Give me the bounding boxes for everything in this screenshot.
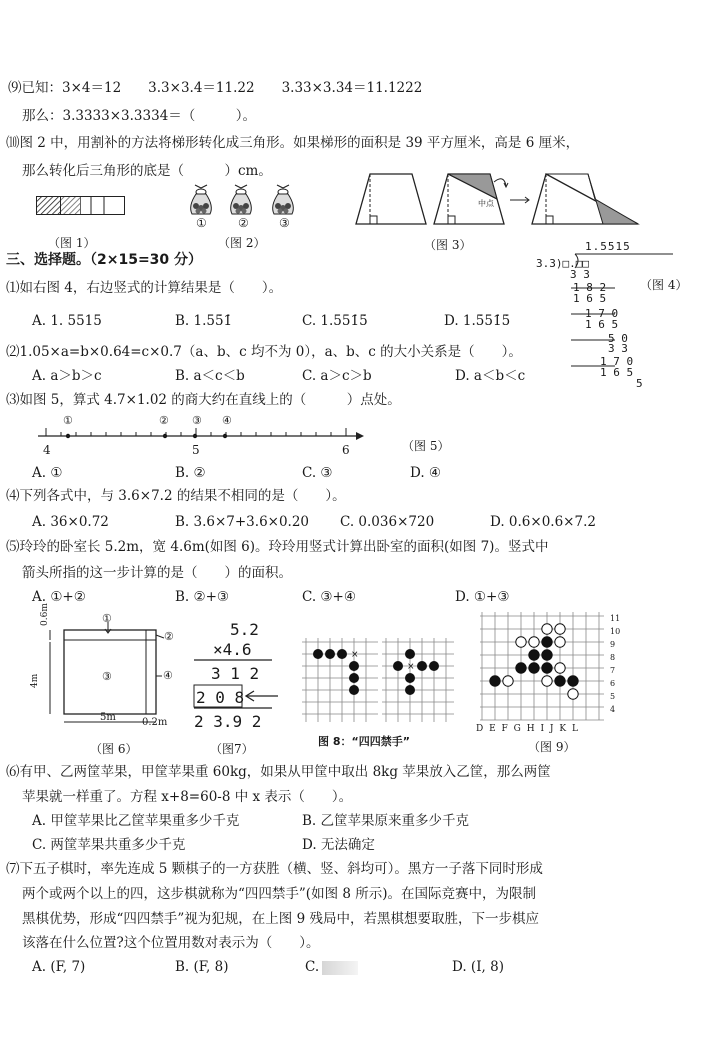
q3-option-c[interactable]: C. ③: [302, 465, 333, 481]
white-stone: [542, 624, 552, 634]
fig4-step-10: 5: [636, 377, 643, 390]
fig9-y-label: 11: [610, 614, 621, 623]
fig9-y-label: 5: [610, 692, 616, 701]
bag-mark-2: ②: [238, 216, 249, 230]
q9-line1: ⑼已知：3×4＝12 3.3×3.4＝11.22 3.33×3.34＝11.1222: [8, 80, 423, 96]
q6-line1: ⑹有甲、乙两筐苹果，甲筐苹果重 60kg，如果从甲筐中取出 8kg 苹果放入乙筐，那么两筐: [6, 764, 551, 780]
figure-3-midpoint-label: 中点: [478, 199, 494, 208]
q6-option-b[interactable]: B. 乙筐苹果原来重多少千克: [302, 813, 470, 829]
q4-option-b[interactable]: B. 3.6×7+3.6×0.20: [175, 514, 310, 530]
q2-option-b[interactable]: B. a＜c＜b: [175, 368, 245, 384]
q3-option-b[interactable]: B. ②: [175, 465, 206, 481]
q7-option-b[interactable]: B. (F, 8): [175, 959, 229, 975]
svg-text:×: ×: [407, 662, 415, 672]
fig9-x-label: L: [572, 724, 580, 734]
fig7-row-2: ×4.6: [213, 640, 252, 659]
figure-5-number-line: [38, 412, 378, 452]
black-stone: [542, 663, 552, 673]
q2-stem: ⑵1.05×a=b×0.64=c×0.7（a、b、c 均不为 0），a、b、c 的大小关系是（ ）。: [6, 344, 522, 360]
q1-stem: ⑴如右图 4，右边竖式的计算结果是（ ）。: [6, 280, 283, 296]
fig6-label-2: ②: [164, 630, 174, 643]
q5-line2: 箭头所指的这一步计算的是（ ）的面积。: [22, 565, 292, 581]
fig4-step-5: 1 6 5: [585, 318, 619, 331]
fig4-step-2: 1 8 2: [573, 281, 607, 294]
fig9-x-label: G: [513, 724, 523, 734]
fig4-step-8: 1 7 0: [600, 355, 634, 368]
white-stone: [542, 676, 552, 686]
fig9-x-label: E: [489, 724, 498, 734]
fig9-y-labels: [610, 612, 620, 716]
q7-option-a[interactable]: A. (F, 7): [32, 959, 86, 975]
figure-9-caption: （图 9）: [528, 740, 576, 754]
white-stone: [555, 663, 565, 673]
q1-option-a[interactable]: A. 1. 5515: [32, 313, 102, 329]
q2-option-c[interactable]: C. a＞c＞b: [302, 368, 372, 384]
q4-option-a[interactable]: A. 36×0.72: [32, 514, 109, 530]
white-stone: [568, 689, 578, 699]
white-stone: [503, 676, 513, 686]
fig6-height-label: 4m: [30, 673, 40, 688]
fig9-y-label: 6: [610, 679, 616, 688]
q7-line1: ⑺下五子棋时，率先连成 5 颗棋子的一方获胜（横、竖、斜均可）。黑方一子落下同时形成: [6, 861, 543, 877]
fig6-length-label: 5m: [100, 712, 116, 723]
svg-text:×: ×: [351, 650, 359, 660]
fig6-width-label: 0.6m: [40, 603, 50, 626]
black-stone: [490, 676, 500, 686]
q3-point-mark-2: ②: [159, 414, 169, 427]
q3-option-d[interactable]: D. ④: [410, 465, 442, 481]
fig4-quotient: 1.5515: [585, 240, 631, 253]
black-stone: [542, 650, 552, 660]
black-stone: [555, 676, 565, 686]
q7-line3: 黑棋优势，形成“四四禁手”视为犯规，在上图 9 残局中，若黑棋想要取胜，下一步棋应: [22, 911, 539, 927]
figure-7-caption: （图7）: [210, 742, 254, 756]
fig4-step-9: 1 6 5: [600, 366, 634, 379]
fig6-label-1: ①: [102, 612, 112, 625]
q5-option-b[interactable]: B. ②+③: [175, 589, 230, 605]
figure-2-caption: （图 2）: [218, 236, 266, 250]
fig9-x-label: H: [526, 724, 537, 734]
q5-line1: ⑸玲玲的卧室长 5.2m，宽 4.6m(如图 6)。玲玲用竖式计算出卧室的面积(如图 7)。竖式中: [6, 539, 549, 555]
q5-option-a[interactable]: A. ①+②: [32, 589, 86, 605]
fig9-y-label: 9: [610, 640, 616, 649]
fig9-x-label: J: [549, 724, 556, 734]
q3-point-mark-4: ④: [222, 414, 232, 427]
number-line-ticks: [46, 428, 346, 438]
figure-9-board: [480, 612, 608, 724]
fig4-divisor-dividend: 3.3)□.□□: [536, 257, 589, 270]
q7-line4: 该落在什么位置?这个位置用数对表示为（ ）。: [22, 935, 320, 951]
q6-option-c[interactable]: C. 两筐苹果共重多少千克: [32, 837, 186, 853]
q4-stem: ⑷下列各式中，与 3.6×7.2 的结果不相同的是（ ）。: [6, 488, 346, 504]
fig9-x-label: D: [476, 724, 485, 734]
q2-option-d[interactable]: D. a＜b＜c: [455, 368, 526, 384]
fig7-row-5: 2 3.9 2: [194, 712, 262, 731]
q6-line2: 苹果就一样重了。方程 x+8=60-8 中 x 表示（ ）。: [22, 789, 353, 805]
q5-option-c[interactable]: C. ③+④: [302, 589, 356, 605]
black-stone: [529, 663, 539, 673]
q10-line2: 那么转化后三角形的底是（ ）cm。: [22, 163, 272, 179]
fig7-row-4: 2 0 8: [196, 688, 245, 707]
figure-1: [36, 196, 126, 216]
q1-option-d[interactable]: D. 1.5̇51̇5̇: [444, 313, 511, 329]
q2-option-a[interactable]: A. a＞b＞c: [32, 368, 102, 384]
q7-option-c[interactable]: C.: [305, 959, 320, 975]
black-stone: [568, 676, 578, 686]
bag-mark-3: ③: [279, 216, 290, 230]
axis-label-4: 4: [43, 443, 51, 457]
black-stone: [516, 663, 526, 673]
q5-option-d[interactable]: D. ①+③: [455, 589, 510, 605]
fig6-label-3: ③: [102, 670, 112, 683]
q10-line1: ⑽图 2 中，用割补的方法将梯形转化成三角形。如果梯形的面积是 39 平方厘米，高是 6 厘米，: [6, 135, 580, 151]
figure-3: [354, 170, 644, 230]
fig4-step-4: 1 7 0: [585, 307, 619, 320]
bag-mark-1: ①: [196, 216, 207, 230]
white-stone: [516, 637, 526, 647]
white-stone: [529, 637, 539, 647]
fig4-step-1: 3 3: [570, 268, 590, 281]
figure-6-caption: （图 6）: [90, 742, 138, 756]
white-stone: [555, 637, 565, 647]
figure-8-caption: 图 8：“四四禁手”: [318, 735, 410, 748]
fig9-y-label: 7: [610, 666, 616, 675]
q4-option-d[interactable]: D. 0.6×0.6×7.2: [490, 514, 596, 530]
fig6-width2-label: 0.2m: [142, 717, 168, 728]
fig9-x-labels: [476, 724, 580, 735]
axis-label-5: 5: [192, 443, 200, 457]
figure-4-caption: （图 4）: [640, 278, 688, 292]
fig9-y-label: 10: [610, 627, 621, 636]
section-3-title: 三、选择题。（2×15=30 分）: [6, 252, 203, 268]
black-stone: [542, 637, 552, 647]
q3-option-a[interactable]: A. ①: [32, 465, 63, 481]
q9-line2: 那么：3.3333×3.3334＝（ ）。: [22, 108, 257, 124]
q7-option-c-blur: [322, 961, 358, 975]
q7-line2: 两个或两个以上的四，这步棋就称为“四四禁手”(如图 8 所示)。在国际竞赛中，为限制: [22, 886, 537, 902]
axis-label-6: 6: [342, 443, 350, 457]
q4-option-c[interactable]: C. 0.036×720: [340, 514, 435, 530]
q6-option-a[interactable]: A. 甲筐苹果比乙筐苹果重多少千克: [32, 813, 240, 829]
figure-1-caption: （图 1）: [48, 236, 96, 250]
q1-option-c[interactable]: C. 1.551̇5̇: [302, 313, 368, 329]
fig7-row-3: 3 1 2: [211, 664, 260, 683]
q3-point-mark-3: ③: [192, 414, 202, 427]
q6-option-d[interactable]: D. 无法确定: [302, 837, 375, 853]
figure-3-caption: （图 3）: [424, 238, 472, 252]
figure-5-caption: （图 5）: [402, 439, 450, 453]
q7-option-d[interactable]: D. (I, 8): [452, 959, 504, 975]
fig9-x-label: I: [540, 724, 546, 734]
fig7-row-1: 5.2: [230, 620, 259, 639]
fig9-y-label: 8: [610, 653, 616, 662]
q3-point-mark-1: ①: [63, 414, 73, 427]
figure-8-board-left: [302, 638, 378, 724]
fig9-x-label: F: [501, 724, 510, 734]
fig6-label-4: ④: [163, 669, 173, 682]
white-stone: [555, 624, 565, 634]
fig9-y-label: 4: [610, 705, 616, 714]
fig4-step-3: 1 6 5: [573, 292, 607, 305]
fig9-x-label: K: [559, 724, 568, 734]
figure-8-board-right: [382, 638, 454, 724]
fig4-step-6: 5 0: [608, 332, 628, 345]
fig4-step-7: 3 3: [608, 342, 628, 355]
black-stone: [529, 650, 539, 660]
q3-stem: ⑶如图 5，算式 4.7×1.02 的商大约在直线上的（ ）点处。: [6, 392, 401, 408]
q1-option-b[interactable]: B. 1.55̇1̇: [175, 313, 233, 329]
